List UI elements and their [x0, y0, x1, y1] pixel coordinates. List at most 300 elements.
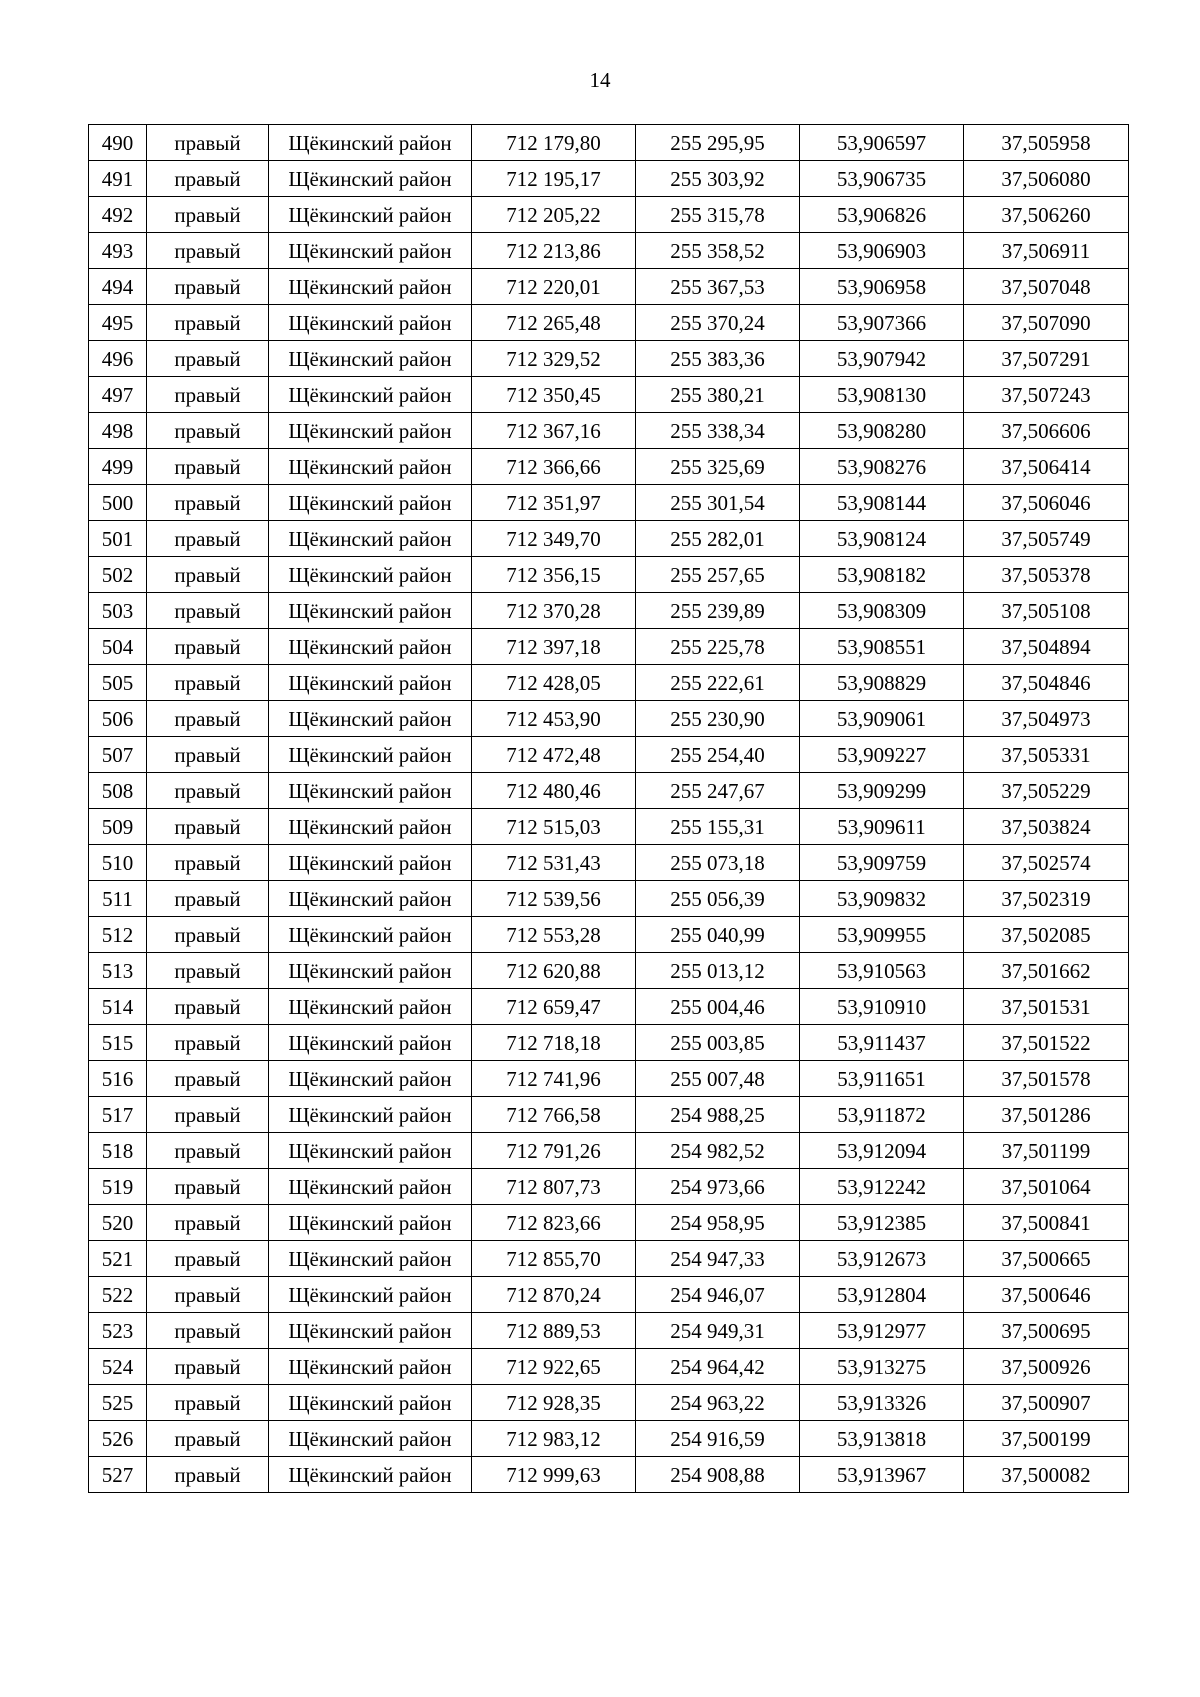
district-cell: Щёкинский район [269, 1097, 472, 1133]
x-coordinate-cell: 712 823,66 [472, 1205, 636, 1241]
table-row [89, 125, 1129, 161]
latitude-cell: 53,912385 [800, 1205, 964, 1241]
bank-side-cell: правый [147, 161, 269, 197]
latitude-cell: 53,912804 [800, 1277, 964, 1313]
point-number-cell: 509 [89, 809, 147, 845]
latitude-cell: 53,913275 [800, 1349, 964, 1385]
table-row [89, 701, 1129, 737]
latitude-cell: 53,906903 [800, 233, 964, 269]
district-cell: Щёкинский район [269, 665, 472, 701]
table-row [89, 665, 1129, 701]
latitude-cell: 53,912673 [800, 1241, 964, 1277]
district-cell: Щёкинский район [269, 1421, 472, 1457]
x-coordinate-cell: 712 515,03 [472, 809, 636, 845]
district-cell: Щёкинский район [269, 1277, 472, 1313]
y-coordinate-cell: 255 367,53 [636, 269, 800, 305]
district-cell: Щёкинский район [269, 521, 472, 557]
table-row [89, 1133, 1129, 1169]
y-coordinate-cell: 255 040,99 [636, 917, 800, 953]
district-cell: Щёкинский район [269, 809, 472, 845]
latitude-cell: 53,911437 [800, 1025, 964, 1061]
latitude-cell: 53,913818 [800, 1421, 964, 1457]
bank-side-cell: правый [147, 1385, 269, 1421]
district-cell: Щёкинский район [269, 197, 472, 233]
point-number-cell: 506 [89, 701, 147, 737]
table-row [89, 197, 1129, 233]
longitude-cell: 37,500907 [964, 1385, 1129, 1421]
table-row [89, 1097, 1129, 1133]
point-number-cell: 519 [89, 1169, 147, 1205]
y-coordinate-cell: 254 982,52 [636, 1133, 800, 1169]
latitude-cell: 53,908309 [800, 593, 964, 629]
x-coordinate-cell: 712 367,16 [472, 413, 636, 449]
y-coordinate-cell: 255 247,67 [636, 773, 800, 809]
y-coordinate-cell: 254 947,33 [636, 1241, 800, 1277]
y-coordinate-cell: 255 380,21 [636, 377, 800, 413]
table-row [89, 1421, 1129, 1457]
table-row [89, 305, 1129, 341]
y-coordinate-cell: 255 239,89 [636, 593, 800, 629]
x-coordinate-cell: 712 480,46 [472, 773, 636, 809]
latitude-cell: 53,909061 [800, 701, 964, 737]
point-number-cell: 505 [89, 665, 147, 701]
point-number-cell: 491 [89, 161, 147, 197]
latitude-cell: 53,912242 [800, 1169, 964, 1205]
bank-side-cell: правый [147, 1097, 269, 1133]
x-coordinate-cell: 712 195,17 [472, 161, 636, 197]
latitude-cell: 53,910910 [800, 989, 964, 1025]
y-coordinate-cell: 255 073,18 [636, 845, 800, 881]
latitude-cell: 53,908276 [800, 449, 964, 485]
x-coordinate-cell: 712 983,12 [472, 1421, 636, 1457]
table-row [89, 341, 1129, 377]
table-row [89, 413, 1129, 449]
district-cell: Щёкинский район [269, 161, 472, 197]
y-coordinate-cell: 255 013,12 [636, 953, 800, 989]
y-coordinate-cell: 255 301,54 [636, 485, 800, 521]
y-coordinate-cell: 255 230,90 [636, 701, 800, 737]
district-cell: Щёкинский район [269, 413, 472, 449]
latitude-cell: 53,908182 [800, 557, 964, 593]
bank-side-cell: правый [147, 1025, 269, 1061]
table-row [89, 773, 1129, 809]
longitude-cell: 37,507243 [964, 377, 1129, 413]
longitude-cell: 37,501199 [964, 1133, 1129, 1169]
x-coordinate-cell: 712 220,01 [472, 269, 636, 305]
longitude-cell: 37,501522 [964, 1025, 1129, 1061]
x-coordinate-cell: 712 349,70 [472, 521, 636, 557]
latitude-cell: 53,909832 [800, 881, 964, 917]
longitude-cell: 37,504973 [964, 701, 1129, 737]
x-coordinate-cell: 712 718,18 [472, 1025, 636, 1061]
bank-side-cell: правый [147, 521, 269, 557]
table-row [89, 485, 1129, 521]
x-coordinate-cell: 712 791,26 [472, 1133, 636, 1169]
bank-side-cell: правый [147, 737, 269, 773]
table-row [89, 629, 1129, 665]
longitude-cell: 37,501531 [964, 989, 1129, 1025]
y-coordinate-cell: 255 254,40 [636, 737, 800, 773]
bank-side-cell: правый [147, 1241, 269, 1277]
x-coordinate-cell: 712 531,43 [472, 845, 636, 881]
point-number-cell: 518 [89, 1133, 147, 1169]
bank-side-cell: правый [147, 233, 269, 269]
bank-side-cell: правый [147, 1313, 269, 1349]
bank-side-cell: правый [147, 701, 269, 737]
y-coordinate-cell: 254 958,95 [636, 1205, 800, 1241]
table-row [89, 1277, 1129, 1313]
table-row [89, 521, 1129, 557]
latitude-cell: 53,909299 [800, 773, 964, 809]
point-number-cell: 508 [89, 773, 147, 809]
x-coordinate-cell: 712 870,24 [472, 1277, 636, 1313]
bank-side-cell: правый [147, 305, 269, 341]
longitude-cell: 37,500695 [964, 1313, 1129, 1349]
x-coordinate-cell: 712 999,63 [472, 1457, 636, 1493]
district-cell: Щёкинский район [269, 449, 472, 485]
district-cell: Щёкинский район [269, 881, 472, 917]
point-number-cell: 495 [89, 305, 147, 341]
point-number-cell: 515 [89, 1025, 147, 1061]
latitude-cell: 53,913967 [800, 1457, 964, 1493]
district-cell: Щёкинский район [269, 1169, 472, 1205]
point-number-cell: 490 [89, 125, 147, 161]
y-coordinate-cell: 255 004,46 [636, 989, 800, 1025]
district-cell: Щёкинский район [269, 1061, 472, 1097]
longitude-cell: 37,504894 [964, 629, 1129, 665]
bank-side-cell: правый [147, 1349, 269, 1385]
longitude-cell: 37,500199 [964, 1421, 1129, 1457]
longitude-cell: 37,507048 [964, 269, 1129, 305]
x-coordinate-cell: 712 453,90 [472, 701, 636, 737]
longitude-cell: 37,502085 [964, 917, 1129, 953]
table-row [89, 1061, 1129, 1097]
latitude-cell: 53,908144 [800, 485, 964, 521]
point-number-cell: 516 [89, 1061, 147, 1097]
longitude-cell: 37,506414 [964, 449, 1129, 485]
coordinates-table [88, 124, 1129, 1493]
point-number-cell: 493 [89, 233, 147, 269]
longitude-cell: 37,505749 [964, 521, 1129, 557]
coordinates-table-body [89, 125, 1129, 1493]
latitude-cell: 53,908130 [800, 377, 964, 413]
latitude-cell: 53,909759 [800, 845, 964, 881]
point-number-cell: 525 [89, 1385, 147, 1421]
latitude-cell: 53,908124 [800, 521, 964, 557]
point-number-cell: 498 [89, 413, 147, 449]
y-coordinate-cell: 254 949,31 [636, 1313, 800, 1349]
longitude-cell: 37,502574 [964, 845, 1129, 881]
bank-side-cell: правый [147, 881, 269, 917]
table-row [89, 989, 1129, 1025]
point-number-cell: 497 [89, 377, 147, 413]
point-number-cell: 494 [89, 269, 147, 305]
x-coordinate-cell: 712 539,56 [472, 881, 636, 917]
y-coordinate-cell: 254 963,22 [636, 1385, 800, 1421]
x-coordinate-cell: 712 855,70 [472, 1241, 636, 1277]
longitude-cell: 37,505378 [964, 557, 1129, 593]
longitude-cell: 37,501286 [964, 1097, 1129, 1133]
latitude-cell: 53,908829 [800, 665, 964, 701]
y-coordinate-cell: 255 303,92 [636, 161, 800, 197]
district-cell: Щёкинский район [269, 1205, 472, 1241]
x-coordinate-cell: 712 350,45 [472, 377, 636, 413]
bank-side-cell: правый [147, 413, 269, 449]
table-row [89, 1169, 1129, 1205]
y-coordinate-cell: 255 338,34 [636, 413, 800, 449]
bank-side-cell: правый [147, 1205, 269, 1241]
table-row [89, 269, 1129, 305]
bank-side-cell: правый [147, 269, 269, 305]
y-coordinate-cell: 255 358,52 [636, 233, 800, 269]
longitude-cell: 37,506911 [964, 233, 1129, 269]
x-coordinate-cell: 712 329,52 [472, 341, 636, 377]
longitude-cell: 37,500926 [964, 1349, 1129, 1385]
latitude-cell: 53,906735 [800, 161, 964, 197]
latitude-cell: 53,906958 [800, 269, 964, 305]
longitude-cell: 37,505331 [964, 737, 1129, 773]
point-number-cell: 501 [89, 521, 147, 557]
y-coordinate-cell: 255 295,95 [636, 125, 800, 161]
latitude-cell: 53,912094 [800, 1133, 964, 1169]
district-cell: Щёкинский район [269, 1241, 472, 1277]
x-coordinate-cell: 712 472,48 [472, 737, 636, 773]
x-coordinate-cell: 712 397,18 [472, 629, 636, 665]
bank-side-cell: правый [147, 953, 269, 989]
district-cell: Щёкинский район [269, 1133, 472, 1169]
district-cell: Щёкинский район [269, 917, 472, 953]
x-coordinate-cell: 712 205,22 [472, 197, 636, 233]
table-row [89, 845, 1129, 881]
point-number-cell: 496 [89, 341, 147, 377]
x-coordinate-cell: 712 179,80 [472, 125, 636, 161]
point-number-cell: 492 [89, 197, 147, 233]
latitude-cell: 53,909227 [800, 737, 964, 773]
bank-side-cell: правый [147, 989, 269, 1025]
bank-side-cell: правый [147, 1133, 269, 1169]
district-cell: Щёкинский район [269, 233, 472, 269]
bank-side-cell: правый [147, 341, 269, 377]
bank-side-cell: правый [147, 1421, 269, 1457]
y-coordinate-cell: 255 155,31 [636, 809, 800, 845]
y-coordinate-cell: 254 946,07 [636, 1277, 800, 1313]
point-number-cell: 514 [89, 989, 147, 1025]
table-row [89, 1205, 1129, 1241]
point-number-cell: 507 [89, 737, 147, 773]
point-number-cell: 523 [89, 1313, 147, 1349]
longitude-cell: 37,501578 [964, 1061, 1129, 1097]
x-coordinate-cell: 712 428,05 [472, 665, 636, 701]
x-coordinate-cell: 712 807,73 [472, 1169, 636, 1205]
table-row [89, 161, 1129, 197]
latitude-cell: 53,912977 [800, 1313, 964, 1349]
latitude-cell: 53,908551 [800, 629, 964, 665]
longitude-cell: 37,506260 [964, 197, 1129, 233]
longitude-cell: 37,507090 [964, 305, 1129, 341]
bank-side-cell: правый [147, 557, 269, 593]
point-number-cell: 510 [89, 845, 147, 881]
district-cell: Щёкинский район [269, 1025, 472, 1061]
district-cell: Щёкинский район [269, 485, 472, 521]
district-cell: Щёкинский район [269, 629, 472, 665]
bank-side-cell: правый [147, 665, 269, 701]
table-row [89, 1241, 1129, 1277]
x-coordinate-cell: 712 620,88 [472, 953, 636, 989]
y-coordinate-cell: 255 007,48 [636, 1061, 800, 1097]
page-number: 14 [589, 68, 611, 92]
x-coordinate-cell: 712 928,35 [472, 1385, 636, 1421]
district-cell: Щёкинский район [269, 305, 472, 341]
table-row [89, 1385, 1129, 1421]
longitude-cell: 37,502319 [964, 881, 1129, 917]
table-row [89, 737, 1129, 773]
x-coordinate-cell: 712 351,97 [472, 485, 636, 521]
table-row [89, 881, 1129, 917]
latitude-cell: 53,907942 [800, 341, 964, 377]
bank-side-cell: правый [147, 485, 269, 521]
longitude-cell: 37,505229 [964, 773, 1129, 809]
x-coordinate-cell: 712 366,66 [472, 449, 636, 485]
bank-side-cell: правый [147, 449, 269, 485]
y-coordinate-cell: 255 383,36 [636, 341, 800, 377]
longitude-cell: 37,501064 [964, 1169, 1129, 1205]
bank-side-cell: правый [147, 1277, 269, 1313]
longitude-cell: 37,500665 [964, 1241, 1129, 1277]
longitude-cell: 37,506046 [964, 485, 1129, 521]
latitude-cell: 53,911872 [800, 1097, 964, 1133]
x-coordinate-cell: 712 370,28 [472, 593, 636, 629]
table-row [89, 377, 1129, 413]
y-coordinate-cell: 255 325,69 [636, 449, 800, 485]
bank-side-cell: правый [147, 845, 269, 881]
point-number-cell: 511 [89, 881, 147, 917]
district-cell: Щёкинский район [269, 269, 472, 305]
table-row [89, 1313, 1129, 1349]
bank-side-cell: правый [147, 125, 269, 161]
y-coordinate-cell: 255 257,65 [636, 557, 800, 593]
table-row [89, 953, 1129, 989]
point-number-cell: 527 [89, 1457, 147, 1493]
latitude-cell: 53,906826 [800, 197, 964, 233]
latitude-cell: 53,909955 [800, 917, 964, 953]
district-cell: Щёкинский район [269, 953, 472, 989]
y-coordinate-cell: 254 964,42 [636, 1349, 800, 1385]
x-coordinate-cell: 712 553,28 [472, 917, 636, 953]
district-cell: Щёкинский район [269, 773, 472, 809]
longitude-cell: 37,500841 [964, 1205, 1129, 1241]
table-row [89, 449, 1129, 485]
point-number-cell: 512 [89, 917, 147, 953]
point-number-cell: 502 [89, 557, 147, 593]
bank-side-cell: правый [147, 1061, 269, 1097]
y-coordinate-cell: 254 908,88 [636, 1457, 800, 1493]
latitude-cell: 53,907366 [800, 305, 964, 341]
x-coordinate-cell: 712 766,58 [472, 1097, 636, 1133]
point-number-cell: 521 [89, 1241, 147, 1277]
table-row [89, 1025, 1129, 1061]
y-coordinate-cell: 254 988,25 [636, 1097, 800, 1133]
bank-side-cell: правый [147, 593, 269, 629]
district-cell: Щёкинский район [269, 377, 472, 413]
table-row [89, 1349, 1129, 1385]
y-coordinate-cell: 254 916,59 [636, 1421, 800, 1457]
latitude-cell: 53,906597 [800, 125, 964, 161]
latitude-cell: 53,908280 [800, 413, 964, 449]
x-coordinate-cell: 712 889,53 [472, 1313, 636, 1349]
latitude-cell: 53,911651 [800, 1061, 964, 1097]
y-coordinate-cell: 255 003,85 [636, 1025, 800, 1061]
district-cell: Щёкинский район [269, 557, 472, 593]
x-coordinate-cell: 712 213,86 [472, 233, 636, 269]
point-number-cell: 503 [89, 593, 147, 629]
point-number-cell: 517 [89, 1097, 147, 1133]
district-cell: Щёкинский район [269, 125, 472, 161]
latitude-cell: 53,910563 [800, 953, 964, 989]
point-number-cell: 526 [89, 1421, 147, 1457]
longitude-cell: 37,506080 [964, 161, 1129, 197]
y-coordinate-cell: 255 056,39 [636, 881, 800, 917]
district-cell: Щёкинский район [269, 1313, 472, 1349]
y-coordinate-cell: 255 370,24 [636, 305, 800, 341]
longitude-cell: 37,503824 [964, 809, 1129, 845]
bank-side-cell: правый [147, 773, 269, 809]
bank-side-cell: правый [147, 809, 269, 845]
bank-side-cell: правый [147, 1169, 269, 1205]
bank-side-cell: правый [147, 629, 269, 665]
district-cell: Щёкинский район [269, 593, 472, 629]
table-row [89, 1457, 1129, 1493]
longitude-cell: 37,505958 [964, 125, 1129, 161]
longitude-cell: 37,500082 [964, 1457, 1129, 1493]
y-coordinate-cell: 255 282,01 [636, 521, 800, 557]
point-number-cell: 522 [89, 1277, 147, 1313]
longitude-cell: 37,501662 [964, 953, 1129, 989]
district-cell: Щёкинский район [269, 1385, 472, 1421]
table-row [89, 557, 1129, 593]
x-coordinate-cell: 712 356,15 [472, 557, 636, 593]
y-coordinate-cell: 255 222,61 [636, 665, 800, 701]
longitude-cell: 37,507291 [964, 341, 1129, 377]
district-cell: Щёкинский район [269, 341, 472, 377]
point-number-cell: 520 [89, 1205, 147, 1241]
district-cell: Щёкинский район [269, 989, 472, 1025]
longitude-cell: 37,505108 [964, 593, 1129, 629]
table-row [89, 233, 1129, 269]
x-coordinate-cell: 712 265,48 [472, 305, 636, 341]
latitude-cell: 53,913326 [800, 1385, 964, 1421]
latitude-cell: 53,909611 [800, 809, 964, 845]
longitude-cell: 37,500646 [964, 1277, 1129, 1313]
point-number-cell: 524 [89, 1349, 147, 1385]
y-coordinate-cell: 255 225,78 [636, 629, 800, 665]
district-cell: Щёкинский район [269, 1457, 472, 1493]
x-coordinate-cell: 712 659,47 [472, 989, 636, 1025]
district-cell: Щёкинский район [269, 737, 472, 773]
x-coordinate-cell: 712 922,65 [472, 1349, 636, 1385]
point-number-cell: 500 [89, 485, 147, 521]
table-row [89, 917, 1129, 953]
point-number-cell: 513 [89, 953, 147, 989]
bank-side-cell: правый [147, 917, 269, 953]
district-cell: Щёкинский район [269, 1349, 472, 1385]
x-coordinate-cell: 712 741,96 [472, 1061, 636, 1097]
point-number-cell: 504 [89, 629, 147, 665]
bank-side-cell: правый [147, 197, 269, 233]
y-coordinate-cell: 254 973,66 [636, 1169, 800, 1205]
table-row [89, 809, 1129, 845]
table-row [89, 593, 1129, 629]
longitude-cell: 37,504846 [964, 665, 1129, 701]
